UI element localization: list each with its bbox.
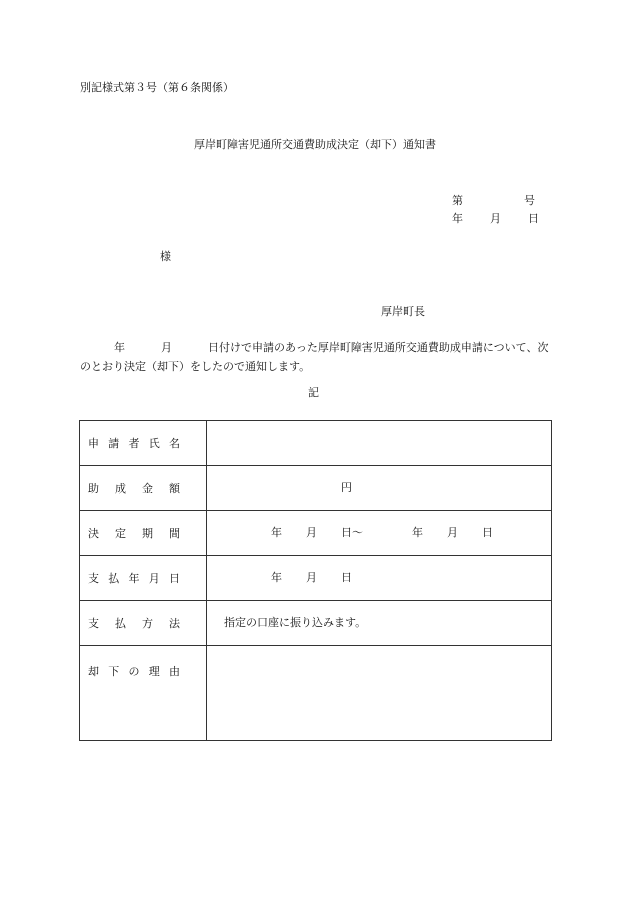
- period-to-year: 年: [412, 526, 423, 539]
- label-payment-method: [80, 601, 207, 646]
- body-line-2: のとおり決定（却下）をしたので通知します。: [80, 360, 311, 373]
- issue-date-month: 月: [490, 212, 501, 225]
- payment-method-text: 指定の口座に振り込みます。: [224, 616, 367, 629]
- label-char: 定: [115, 527, 126, 540]
- label-char: 金: [142, 482, 153, 495]
- detail-table: [79, 420, 552, 741]
- label-char: 払: [115, 617, 126, 630]
- label-char: 由: [169, 665, 180, 678]
- label-char: 期: [142, 527, 153, 540]
- label-char: 決: [88, 527, 99, 540]
- value-payment-method[interactable]: [207, 601, 552, 646]
- label-char: 者: [128, 437, 140, 450]
- label-char: 助: [88, 482, 99, 495]
- label-rejection-reason: [80, 646, 207, 741]
- table-row-applicant: [80, 421, 552, 466]
- form-number: 別記様式第３号（第６条関係）: [80, 81, 234, 94]
- label-char: 氏: [148, 437, 160, 450]
- issuer: 厚岸町長: [381, 305, 425, 318]
- label-char: 名: [169, 437, 180, 450]
- value-payment-date[interactable]: [207, 556, 552, 601]
- issue-date: [452, 213, 539, 224]
- table-row-rejection-reason: [80, 646, 552, 741]
- label-char: 却: [88, 665, 99, 678]
- label-char: 下: [108, 665, 120, 678]
- period-from-year: 年: [271, 526, 282, 539]
- ki-heading: 記: [308, 386, 319, 399]
- table-row-payment-date: [80, 556, 552, 601]
- period-from-day: 日〜: [341, 526, 363, 539]
- label-applicant-name: [80, 421, 207, 466]
- issue-date-day: 日: [528, 212, 539, 225]
- label-char: 年: [128, 572, 140, 585]
- doc-number-prefix: 第: [452, 194, 463, 207]
- payment-month: 月: [306, 571, 317, 584]
- label-decision-period: [80, 511, 207, 556]
- label-char: 月: [148, 572, 160, 585]
- label-char: 支: [88, 572, 99, 585]
- label-char: 支: [88, 617, 99, 630]
- label-char: 申: [88, 437, 99, 450]
- body-month: 月: [161, 341, 172, 354]
- value-rejection-reason[interactable]: [207, 646, 552, 741]
- body-line-1: [80, 342, 548, 353]
- addressee-honorific: 様: [160, 250, 171, 263]
- table-row-amount: [80, 466, 552, 511]
- body-year: 年: [114, 341, 125, 354]
- value-subsidy-amount[interactable]: [207, 466, 552, 511]
- period-from-month: 月: [306, 526, 317, 539]
- label-char: 成: [115, 482, 126, 495]
- period-to-day: 日: [482, 526, 493, 539]
- label-char: 法: [169, 617, 180, 630]
- label-char: 請: [108, 437, 120, 450]
- label-subsidy-amount: [80, 466, 207, 511]
- label-char: 額: [169, 482, 180, 495]
- document-title: 厚岸町障害児通所交通費助成決定（却下）通知書: [194, 138, 436, 151]
- payment-year: 年: [271, 571, 282, 584]
- value-decision-period[interactable]: [207, 511, 552, 556]
- label-char: 理: [148, 665, 160, 678]
- body-text-1: 日付けで申請のあった厚岸町障害児通所交通費助成申請について、次: [208, 341, 549, 354]
- yen-unit: 円: [341, 481, 352, 494]
- table-row-period: [80, 511, 552, 556]
- issue-date-year: 年: [452, 212, 463, 225]
- label-char: 間: [169, 527, 180, 540]
- period-to-month: 月: [447, 526, 458, 539]
- doc-number-suffix: 号: [524, 194, 535, 207]
- value-applicant-name[interactable]: [207, 421, 552, 466]
- payment-day: 日: [341, 571, 352, 584]
- label-char: の: [128, 665, 140, 678]
- label-char: 払: [108, 572, 120, 585]
- label-char: 日: [169, 572, 180, 585]
- label-char: 方: [142, 617, 153, 630]
- label-payment-date: [80, 556, 207, 601]
- table-row-payment-method: [80, 601, 552, 646]
